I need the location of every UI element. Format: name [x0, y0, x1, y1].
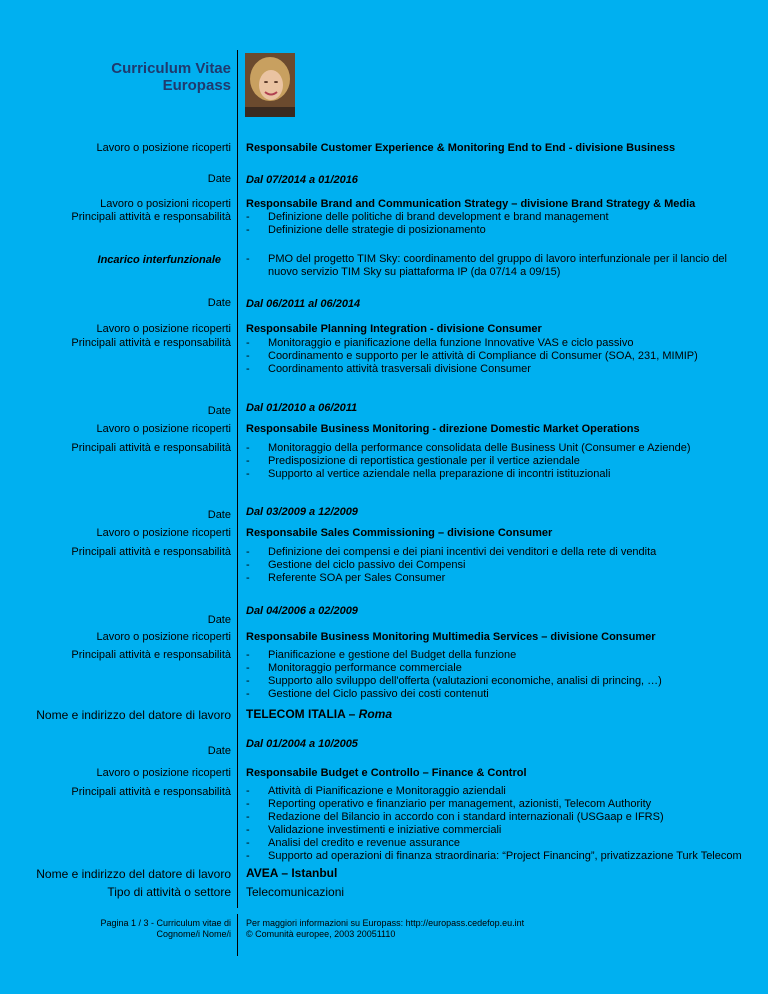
entry6-date: Dal 01/2004 a 10/2005	[246, 738, 358, 750]
list-item: - Supporto al vertice aziendale nella preparazione di incontri istituzionali	[246, 468, 691, 481]
list-item: - Referente SOA per Sales Consumer	[246, 572, 656, 585]
entry3-date: Dal 01/2010 a 06/2011	[246, 402, 358, 414]
entry1-incarico	[246, 253, 727, 279]
entry2-date: Dal 06/2011 al 06/2014	[246, 298, 361, 310]
label-employer: Nome e indirizzo del datore di lavoro	[36, 867, 231, 881]
footer-europass-info	[246, 918, 524, 940]
current-position: Responsabile Customer Experience & Monitoring End to End - divisione Business	[246, 142, 676, 154]
list-item: - Pianificazione e gestione del Budget della funzione	[246, 649, 662, 662]
entry6-sector: Telecomunicazioni	[246, 885, 345, 899]
entry2-position: Responsabile Planning Integration - divisione Consumer	[246, 323, 542, 335]
label-activities: Principali attività e responsabilità	[71, 211, 231, 223]
label-position: Lavoro o posizione ricoperti	[96, 767, 231, 779]
label-position: Lavoro o posizione ricoperti	[96, 631, 231, 643]
list-item: - Gestione del ciclo passivo dei Compensi	[246, 559, 656, 572]
entry3-position: Responsabile Business Monitoring - direzione Domestic Market Operations	[246, 423, 640, 435]
label-incarico: Incarico interfunzionale	[97, 254, 221, 266]
entry5-date: Dal 04/2006 a 02/2009	[246, 605, 358, 617]
list-item: - Attività di Pianificazione e Monitoraggio aziendali	[246, 785, 742, 798]
label-date: Date	[207, 745, 231, 757]
entry5-activities	[246, 649, 662, 701]
employer-name: TELECOM ITALIA	[246, 707, 346, 721]
list-item: - Reporting operativo e finanziario per management, azionisti, Telecom Authority	[246, 798, 742, 811]
entry4-date: Dal 03/2009 a 12/2009	[246, 506, 358, 518]
label-activities: Principali attività e responsabilità	[71, 649, 231, 661]
column-divider	[237, 50, 238, 908]
footer-name: Cognome/i Nome/i	[156, 929, 231, 939]
profile-photo	[245, 53, 295, 117]
label-date: Date	[207, 297, 231, 309]
list-item: - Analisi del credito e revenue assurance	[246, 837, 742, 850]
entry5-employer	[246, 707, 392, 721]
list-item: - Predisposizione di reportistica gestionale per il vertice aziendale	[246, 455, 691, 468]
list-item: - Monitoraggio e pianificazione della funzione Innovative VAS e ciclo passivo	[246, 337, 698, 350]
label-position: Lavoro o posizione ricoperti	[96, 323, 231, 335]
label-activities: Principali attività e responsabilità	[71, 337, 231, 349]
footer-page-number: Pagina 1 / 3 - Curriculum vitae di	[100, 918, 231, 928]
cv-title-line1: Curriculum Vitae	[111, 60, 231, 77]
entry2-activities	[246, 337, 698, 376]
employer-city: Roma	[358, 707, 393, 721]
entry6-activities	[246, 785, 742, 863]
entry1-date: Dal 07/2014 a 01/2016	[246, 174, 358, 186]
entry4-activities	[246, 546, 656, 585]
list-item: - Validazione investimenti e iniziative commerciali	[246, 824, 742, 837]
employer-separator: –	[345, 707, 359, 721]
label-positions: Lavoro o posizioni ricoperti	[100, 198, 231, 210]
list-item: - Gestione del Ciclo passivo dei costi contenuti	[246, 688, 662, 701]
label-position: Lavoro o posizione ricoperti	[96, 423, 231, 435]
list-item: - Definizione delle politiche di brand development e brand management	[246, 211, 609, 224]
entry6-employer: AVEA – Istanbul	[246, 866, 338, 880]
label-employer: Nome e indirizzo del datore di lavoro	[36, 708, 231, 722]
list-item: - Supporto ad operazioni di finanza straordinaria: “Project Financing”, privatizzazione Turk Telecom	[246, 850, 742, 863]
label-activities: Principali attività e responsabilità	[71, 546, 231, 558]
list-item: - Definizione delle strategie di posizionamento	[246, 224, 609, 237]
cv-title-line2: Europass	[162, 77, 231, 94]
label-activities: Principali attività e responsabilità	[71, 442, 231, 454]
entry3-activities	[246, 442, 691, 481]
label-sector: Tipo di attività o settore	[107, 885, 231, 899]
label-date: Date	[207, 614, 231, 626]
entry6-position: Responsabile Budget e Controllo – Finance & Control	[246, 767, 527, 779]
list-item: - Supporto allo sviluppo dell'offerta (valutazioni economiche, analisi di princing, …)	[246, 675, 662, 688]
list-item	[246, 266, 727, 279]
label-activities: Principali attività e responsabilità	[71, 786, 231, 798]
label-position: Lavoro o posizione ricoperti	[96, 142, 231, 154]
entry4-position: Responsabile Sales Commissioning – divisione Consumer	[246, 527, 553, 539]
list-item: - Coordinamento attività trasversali divisione Consumer	[246, 363, 698, 376]
footer-copyright: © Comunità europee, 2003 20051110	[246, 929, 396, 939]
list-item: - Coordinamento e supporto per le attività di Compliance di Consumer (SOA, 231, MIMIP)	[246, 350, 698, 363]
footer-divider	[237, 914, 238, 956]
list-item: - Redazione del Bilancio in accordo con i standard internazionali (USGaap e IFRS)	[246, 811, 742, 824]
list-item: - Monitoraggio della performance consolidata delle Business Unit (Consumer e Aziende)	[246, 442, 691, 455]
label-date: Date	[207, 405, 231, 417]
list-item: - Monitoraggio performance commerciale	[246, 662, 662, 675]
label-position: Lavoro o posizione ricoperti	[96, 527, 231, 539]
entry1-position: Responsabile Brand and Communication Strategy – divisione Brand Strategy & Media	[246, 198, 696, 210]
label-date: Date	[207, 173, 231, 185]
entry5-position: Responsabile Business Monitoring Multimedia Services – divisione Consumer	[246, 631, 656, 643]
footer-europass-link: Per maggiori informazioni su Europass: http://europass.cedefop.eu.int	[246, 918, 525, 928]
list-item: - PMO del progetto TIM Sky: coordinamento del gruppo di lavoro interfunzionale per il lancio del	[246, 253, 727, 266]
label-date: Date	[207, 509, 231, 521]
list-item-cont: nuovo servizio TIM Sky su piattaforma IP (da 07/14 a 09/15)	[268, 266, 561, 278]
entry1-activities	[246, 211, 609, 237]
list-item: - Definizione dei compensi e dei piani incentivi dei venditori e della rete di vendita	[246, 546, 656, 559]
footer-page-info	[100, 918, 231, 940]
